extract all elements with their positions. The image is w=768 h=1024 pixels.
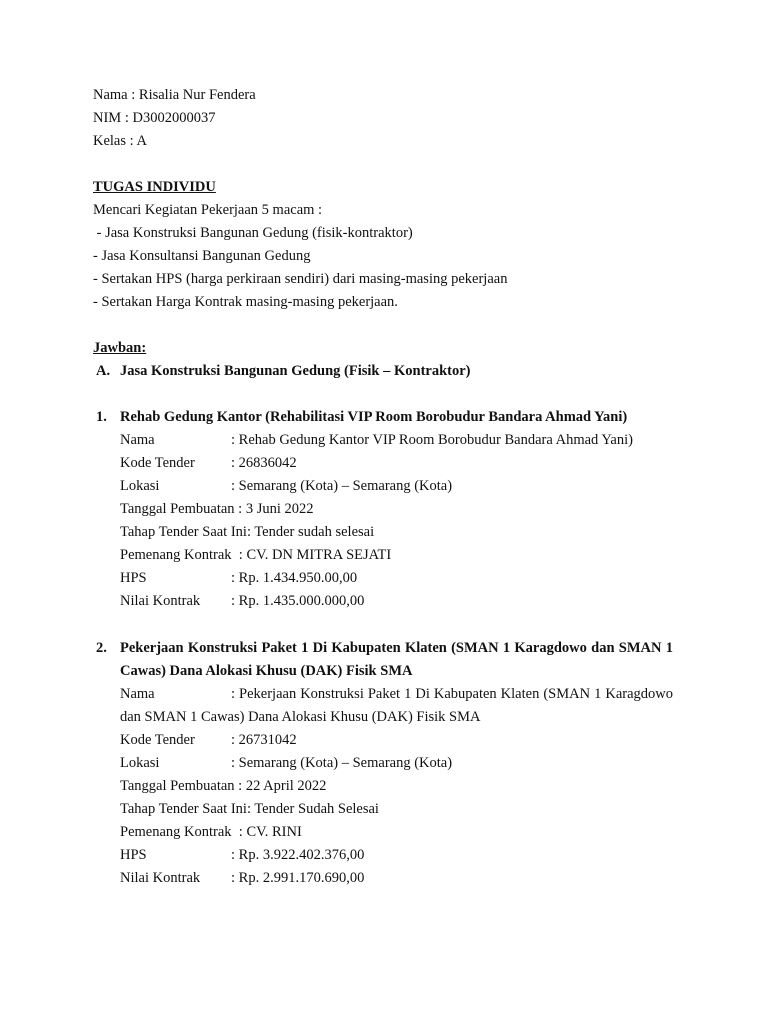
field-pemenang: Pemenang Kontrak : CV. DN MITRA SEJATI [120, 547, 392, 563]
field-value-hps: : Rp. 3.922.402.376,00 [231, 847, 365, 863]
field-value-lokasi: : Semarang (Kota) – Semarang (Kota) [231, 478, 453, 494]
task-point: - Sertakan HPS (harga perkiraan sendiri) dari masing-masing pekerjaan [93, 271, 508, 287]
field-tahap: Tahap Tender Saat Ini: Tender sudah selesai [120, 524, 375, 540]
field-label-nama: Nama [120, 686, 155, 702]
item-title: Pekerjaan Konstruksi Paket 1 Di Kabupaten Klaten (SMAN 1 Karagdowo dan SMAN 1 Cawas) Dana Alokasi Khusu (DAK) Fisik SMA [120, 640, 673, 679]
field-label-lokasi: Lokasi [120, 478, 160, 494]
field-value-nilai: : Rp. 2.991.170.690,00 [231, 870, 365, 886]
field-label-nama: Nama [120, 432, 155, 448]
item-number: 1. [96, 409, 107, 425]
field-value-nama-cont: dan SMAN 1 Cawas) Dana Alokasi Khusu (DAK) Fisik SMA [120, 709, 481, 725]
item-title: Rehab Gedung Kantor (Rehabilitasi VIP Room Borobudur Bandara Ahmad Yani) [120, 409, 628, 425]
field-value-nama: : Pekerjaan Konstruksi Paket 1 Di Kabupaten Klaten (SMAN 1 Karagdowo [231, 686, 673, 702]
field-label-nilai: Nilai Kontrak [120, 593, 201, 609]
section-letter: A. [96, 363, 111, 379]
field-tanggal: Tanggal Pembuatan : 3 Juni 2022 [120, 501, 314, 517]
student-name: Nama : Risalia Nur Fendera [93, 87, 256, 103]
answer-label: Jawban: [93, 340, 147, 356]
task-point: - Sertakan Harga Kontrak masing-masing pekerjaan. [93, 294, 398, 310]
field-value-nilai: : Rp. 1.435.000.000,00 [231, 593, 365, 609]
field-label-hps: HPS [120, 570, 147, 586]
field-label-lokasi: Lokasi [120, 755, 160, 771]
field-tahap: Tahap Tender Saat Ini: Tender Sudah Selesai [120, 801, 379, 817]
section-title: Jasa Konstruksi Bangunan Gedung (Fisik – Kontraktor) [120, 363, 471, 379]
field-value-kode: : 26731042 [231, 732, 297, 748]
field-value-nama: : Rehab Gedung Kantor VIP Room Borobudur Bandara Ahmad Yani) [231, 432, 633, 448]
field-label-nilai: Nilai Kontrak [120, 870, 201, 886]
field-label-kode: Kode Tender [120, 732, 195, 748]
task-title: TUGAS INDIVIDU [93, 179, 216, 195]
field-value-hps: : Rp. 1.434.950.00,00 [231, 570, 358, 586]
task-point: - Jasa Konstruksi Bangunan Gedung (fisik-kontraktor) [93, 225, 413, 241]
task-intro: Mencari Kegiatan Pekerjaan 5 macam : [93, 202, 323, 218]
task-point: - Jasa Konsultansi Bangunan Gedung [93, 248, 311, 264]
field-label-kode: Kode Tender [120, 455, 195, 471]
field-pemenang: Pemenang Kontrak : CV. RINI [120, 824, 302, 840]
student-class: Kelas : A [93, 133, 147, 149]
field-value-kode: : 26836042 [231, 455, 297, 471]
field-label-hps: HPS [120, 847, 147, 863]
field-tanggal: Tanggal Pembuatan : 22 April 2022 [120, 778, 327, 794]
item-number: 2. [96, 640, 107, 656]
student-nim: NIM : D3002000037 [93, 110, 216, 126]
field-value-lokasi: : Semarang (Kota) – Semarang (Kota) [231, 755, 453, 771]
